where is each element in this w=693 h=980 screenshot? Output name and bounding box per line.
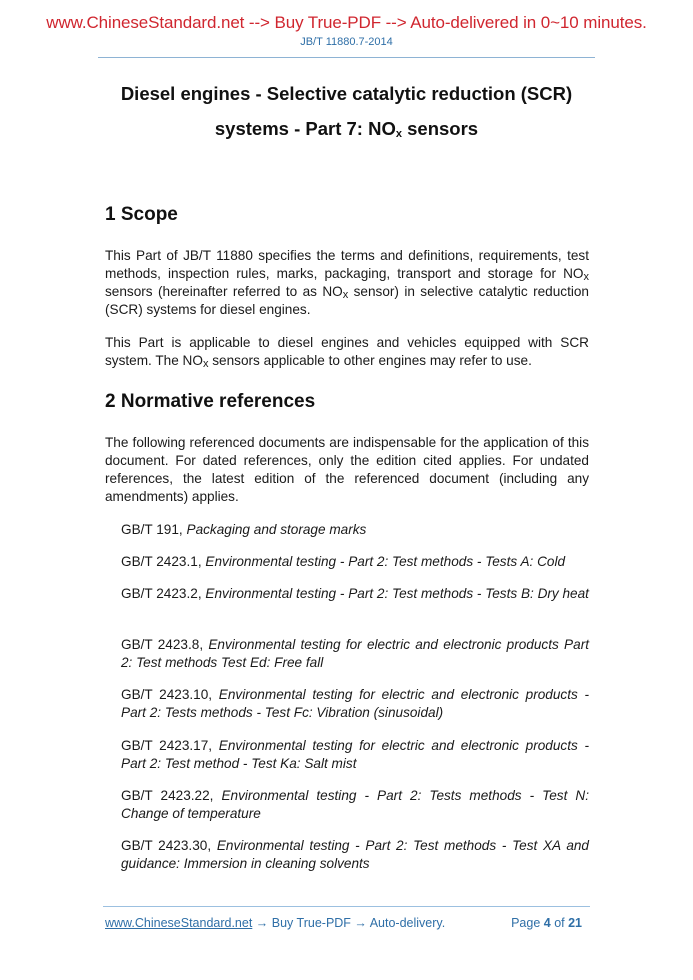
section-heading-scope: 1 Scope	[105, 204, 178, 225]
header-divider	[98, 57, 595, 58]
reference-code: GB/T 2423.8,	[121, 637, 209, 652]
text: sensors (hereinafter referred to as NO	[105, 284, 343, 299]
reference-item	[121, 837, 589, 873]
subscript: x	[202, 358, 209, 370]
chinesestandard-link[interactable]: www.ChineseStandard.net	[105, 916, 253, 930]
promo-banner[interactable]: www.ChineseStandard.net --> Buy True-PDF --> Auto-delivered in 0~10 minutes.	[46, 13, 647, 32]
reference-item	[121, 787, 589, 823]
reference-title: Environmental testing - Part 2: Tests methods - Test N: Change of temperature	[121, 788, 589, 821]
references-intro: The following referenced documents are indispensable for the application of this document. For dated references, only the edition cited applies. For undated references, the latest edition of the referenced document (including any amendments) applies.	[105, 435, 589, 504]
reference-item	[121, 553, 589, 571]
title-text: sensors	[401, 118, 479, 139]
reference-item	[121, 585, 589, 603]
reference-code: GB/T 191,	[121, 522, 187, 537]
reference-item	[121, 521, 589, 539]
section-heading-normative-references: 2 Normative references	[105, 391, 316, 412]
subscript: x	[395, 128, 402, 140]
page-indicator	[511, 916, 582, 930]
title-text: systems - Part 7: NO	[214, 118, 396, 139]
subscript: x	[342, 289, 349, 301]
reference-title: Environmental testing for electric and electronic products - Part 2: Tests methods - Test Fc: Vibration (sinusoidal)	[121, 687, 590, 720]
reference-item	[121, 737, 589, 773]
reference-title: Environmental testing for electric and electronic products - Part 2: Test method - Test Ka: Salt mist	[121, 738, 590, 771]
reference-title: Environmental testing - Part 2: Test methods - Tests A: Cold	[205, 554, 566, 569]
page-total: 21	[568, 916, 582, 930]
document-title-line-2	[90, 118, 603, 140]
page-of: of	[550, 916, 569, 930]
page-label: Page	[511, 916, 544, 930]
footer-divider	[103, 906, 590, 907]
document-title-line-1: Diesel engines - Selective catalytic reduction (SCR)	[120, 83, 573, 104]
reference-title: Environmental testing for electric and electronic products Part 2: Test methods Test Ed: Free fall	[121, 637, 589, 670]
reference-code: GB/T 2423.17,	[121, 738, 219, 753]
reference-item	[121, 686, 589, 722]
footer-tagline: → Buy True-PDF → Auto-delivery.	[252, 916, 446, 930]
reference-title: Environmental testing - Part 2: Test methods - Tests B: Dry heat	[205, 586, 589, 601]
reference-code: GB/T 2423.10,	[121, 687, 219, 702]
subscript: x	[583, 271, 589, 283]
reference-code: GB/T 2423.22,	[121, 788, 222, 803]
reference-code: GB/T 2423.1,	[121, 554, 206, 569]
text: sensor) in selective catalytic reduction (SCR) systems for diesel engines.	[105, 284, 589, 317]
reference-item	[121, 636, 589, 672]
scope-paragraph-1	[105, 247, 589, 319]
reference-title: Environmental testing - Part 2: Test methods - Test XA and guidance: Immersion in cleaning solvents	[121, 838, 589, 871]
reference-title: Packaging and storage marks	[186, 522, 367, 537]
text: sensors applicable to other engines may refer to use.	[208, 353, 532, 368]
reference-code: GB/T 2423.30,	[121, 838, 217, 853]
document-code: JB/T 11880.7-2014	[300, 36, 393, 48]
reference-code: GB/T 2423.2,	[121, 586, 206, 601]
scope-paragraph-2	[105, 334, 589, 370]
page-current: 4	[543, 916, 551, 930]
page-footer	[105, 916, 585, 930]
text: This Part of JB/T 11880 specifies the terms and definitions, requirements, test methods, inspection rules, marks, packaging, transport and storage for NO	[105, 248, 589, 281]
text: This Part is applicable to diesel engines and vehicles equipped with SCR system. The NO	[105, 335, 589, 368]
